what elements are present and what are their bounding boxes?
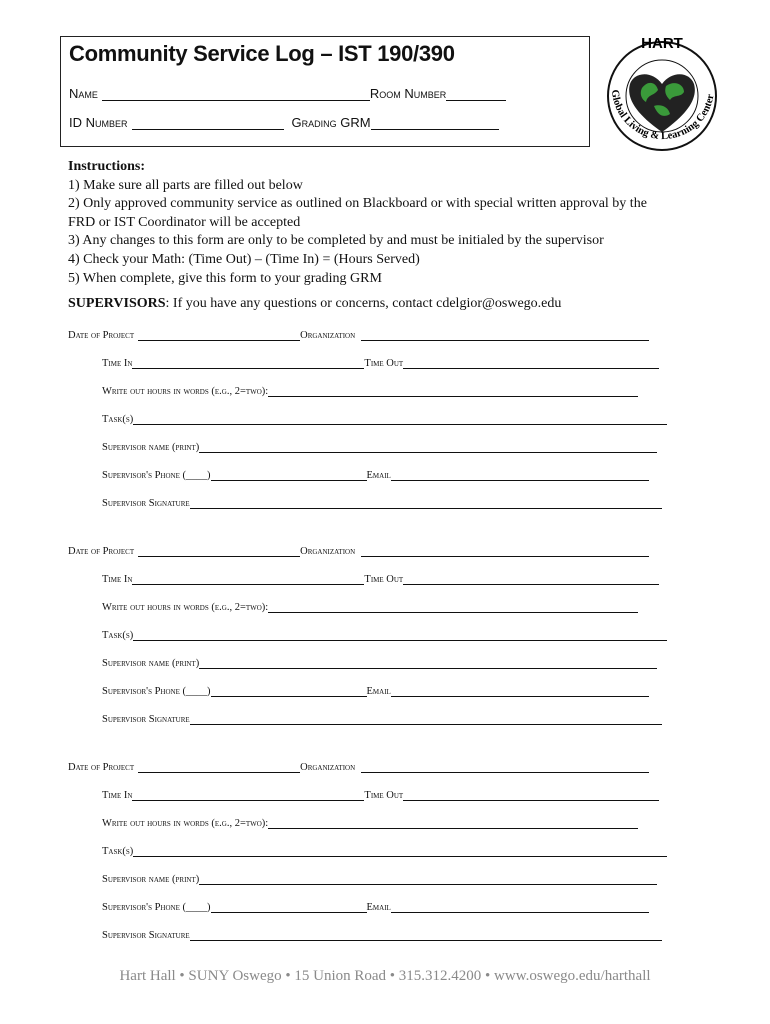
phone-email-row [102,470,649,481]
tasks-label: Task(s) [102,630,134,641]
date-org-row [68,762,649,773]
supervisor-signature-field[interactable] [190,714,662,725]
header-box [60,36,590,147]
hours-in-words-label: Write out hours in words (e.g., 2=two): [102,602,269,613]
supervisor-name-label: Supervisor name (print) [102,442,200,453]
date-of-project-field[interactable] [138,546,300,557]
time-in-field[interactable] [132,358,364,369]
time-in-field[interactable] [132,790,364,801]
hours-words-row [102,602,638,613]
service-entry [0,330,770,530]
supervisor-name-row [102,874,657,885]
name-label: Name [69,86,98,101]
date-of-project-field[interactable] [138,330,300,341]
time-row [102,574,659,585]
time-in-label: Time In [102,574,133,585]
time-out-field[interactable] [403,574,659,585]
supervisor-signature-field[interactable] [190,498,662,509]
time-out-label: Time Out [364,574,404,585]
time-out-label: Time Out [364,790,404,801]
supervisor-name-field[interactable] [199,874,657,885]
supervisor-name-field[interactable] [199,658,657,669]
date-of-project-field[interactable] [138,762,300,773]
tasks-row [102,846,667,857]
organization-label: Organization [300,330,356,341]
supervisor-name-row [102,442,657,453]
hours-words-row [102,818,638,829]
tasks-label: Task(s) [102,414,134,425]
instruction-item: 3) Any changes to this form are only to be completed by and must be initialed by the supervisor [68,233,604,249]
hours-words-row [102,386,638,397]
tasks-label: Task(s) [102,846,134,857]
supervisors-label: SUPERVISORS [68,296,166,311]
hours-in-words-field[interactable] [268,818,638,829]
organization-label: Organization [300,762,356,773]
time-row [102,358,659,369]
phone-email-row [102,902,649,913]
time-in-label: Time In [102,358,133,369]
instruction-item: 5) When complete, give this form to your grading GRM [68,270,382,286]
phone-email-row [102,686,649,697]
instruction-item: 1) Make sure all parts are filled out below [68,177,303,193]
id-number-label: ID Number [69,115,128,130]
hours-in-words-label: Write out hours in words (e.g., 2=two): [102,386,269,397]
email-field[interactable] [391,902,649,913]
time-out-field[interactable] [403,358,659,369]
supervisor-phone-field[interactable] [211,686,367,697]
organization-field[interactable] [361,762,649,773]
supervisor-name-label: Supervisor name (print) [102,658,200,669]
tasks-field[interactable] [133,630,667,641]
organization-label: Organization [300,546,356,557]
room-number-field[interactable] [446,88,506,101]
footer: Hart Hall • SUNY Oswego • 15 Union Road • 315.312.4200 • www.oswego.edu/harthall [119,968,651,984]
logo-hart-text: HART [641,36,683,52]
form-title: Community Service Log – IST 190/390 [69,41,455,66]
grading-grm-field[interactable] [371,117,499,130]
supervisor-name-field[interactable] [199,442,657,453]
time-row [102,790,659,801]
signature-row [102,498,662,509]
supervisor-signature-label: Supervisor Signature [102,930,190,941]
date-org-row [68,330,649,341]
date-org-row [68,546,649,557]
email-label: Email [366,902,391,913]
date-of-project-label: Date of Project [68,330,135,341]
supervisor-phone-label: Supervisor's Phone (____) [102,902,211,913]
supervisor-phone-label: Supervisor's Phone (____) [102,686,211,697]
supervisor-name-label: Supervisor name (print) [102,874,200,885]
supervisors-text: : If you have any questions or concerns, contact cdelgior@oswego.edu [165,296,562,311]
hours-in-words-label: Write out hours in words (e.g., 2=two): [102,818,269,829]
instruction-item: 4) Check your Math: (Time Out) – (Time In) = (Hours Served) [68,251,420,267]
supervisor-phone-field[interactable] [211,470,367,481]
supervisor-phone-label: Supervisor's Phone (____) [102,470,211,481]
time-in-label: Time In [102,790,133,801]
email-field[interactable] [391,470,649,481]
name-field[interactable] [102,88,370,101]
supervisor-signature-label: Supervisor Signature [102,714,190,725]
signature-row [102,714,662,725]
tasks-row [102,414,667,425]
service-entry [0,762,770,962]
time-out-field[interactable] [403,790,659,801]
time-out-label: Time Out [364,358,404,369]
supervisors-note [68,296,561,312]
room-number-label: Room Number [369,86,447,101]
time-in-field[interactable] [132,574,364,585]
email-label: Email [366,470,391,481]
tasks-row [102,630,667,641]
hart-logo [596,36,726,156]
instructions [68,158,708,288]
tasks-field[interactable] [133,414,667,425]
instruction-item: 2) Only approved community service as outlined on Blackboard or with special written approval by the [68,196,647,212]
email-label: Email [366,686,391,697]
id-number-field[interactable] [132,117,284,130]
supervisor-signature-label: Supervisor Signature [102,498,190,509]
logo-arc-text: Global Living & Learning Center [608,89,717,143]
id-row [69,115,499,130]
supervisor-phone-field[interactable] [211,902,367,913]
service-entry [0,546,770,746]
organization-field[interactable] [361,330,649,341]
supervisor-name-row [102,658,657,669]
date-of-project-label: Date of Project [68,762,135,773]
hours-in-words-field[interactable] [268,386,638,397]
instructions-heading: Instructions: [68,159,146,174]
email-field[interactable] [391,686,649,697]
hours-in-words-field[interactable] [268,602,638,613]
instruction-item: FRD or IST Coordinator will be accepted [68,214,301,230]
supervisor-signature-field[interactable] [190,930,662,941]
name-row [69,86,506,101]
organization-field[interactable] [361,546,649,557]
grading-grm-label: Grading GRM [291,115,371,130]
date-of-project-label: Date of Project [68,546,135,557]
tasks-field[interactable] [133,846,667,857]
signature-row [102,930,662,941]
